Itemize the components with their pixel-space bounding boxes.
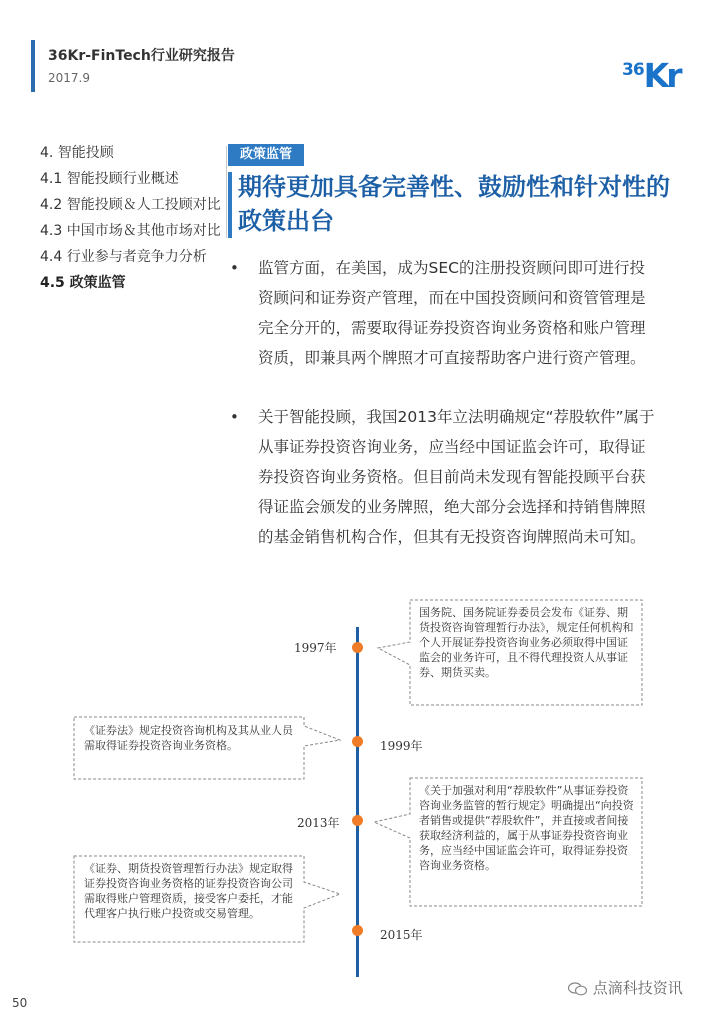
timeline-dot-2013 [352,815,363,826]
36kr-logo: 36Kr [622,56,680,95]
timeline-year-1999: 1999年 [380,739,423,753]
bullet-item [230,253,660,373]
table-of-contents [40,143,226,299]
callout-text-2015: 《证券、期货投资管理暂行办法》规定取得证券投资咨询业务资格的证券投资咨询公司需取得账户管理资质，接受客户委托，才能代理客户执行账户投资或交易管理。 [84,862,293,920]
timeline-year-2013: 2013年 [297,816,340,830]
timeline-dot-1999 [352,736,363,747]
wechat-icon [568,982,588,996]
report-title: 36Kr-FinTech行业研究报告 [48,48,235,64]
wechat-watermark [568,977,683,998]
bullet-item [230,402,660,552]
toc-item-4-2[interactable]: 4.2 智能投顾＆人工投顾对比 [40,197,221,213]
bullet-text: 关于智能投顾，我国2013年立法明确规定“荐股软件”属于从事证券投资咨询业务，应当经中国证监会许可，取得证券投资咨询业务资格。但目前尚未发现有智能投顾平台获得证监会颁发的业务牌照，绝大部分会选择和持销售牌照的基金销售机构合作，但其有无投资咨询牌照尚未可知。 [258,408,655,546]
header-accent-bar [31,40,35,92]
timeline-dot-1997 [352,642,363,653]
bullet-dot-icon: • [230,408,239,426]
page-heading: 期待更加具备完善性、鼓励性和针对性的政策出台 [238,173,670,235]
heading-accent-bar [228,172,232,238]
report-date: 2017.9 [48,71,90,85]
toc-divider [226,146,227,238]
toc-item-4[interactable]: 4. 智能投顾 [40,145,114,161]
callout-text-1997: 国务院、国务院证券委员会发布《证券、期货投资咨询管理暂行办法》，规定任何机构和个人开展证券投资咨询业务必须取得中国证监会的业务许可，且不得代理投资人从事证券、期货买卖。 [419,606,634,679]
toc-item-4-4[interactable]: 4.4 行业参与者竞争力分析 [40,249,207,265]
timeline-year-1997: 1997年 [294,641,337,655]
bullet-dot-icon: • [230,259,239,277]
timeline-year-2015: 2015年 [380,928,423,942]
bullet-text: 监管方面，在美国，成为SEC的注册投资顾问即可进行投资顾问和证券资产管理，而在中国投资顾问和资管管理是完全分开的，需要取得证券投资咨询业务资格和账户管理资质，即兼具两个牌照才可直接帮助客户进行资产管理。 [258,259,646,367]
toc-item-4-3[interactable]: 4.3 中国市场＆其他市场对比 [40,223,221,239]
toc-item-4-5-active[interactable]: 4.5 政策监管 [40,275,126,291]
watermark-text: 点滴科技资讯 [592,979,683,997]
callout-text-1999: 《证券法》规定投资咨询机构及其从业人员需取得证券投资咨询业务资格。 [84,724,293,752]
toc-item-4-1[interactable]: 4.1 智能投顾行业概述 [40,171,179,187]
callout-text-2013: 《关于加强对利用“荐股软件”从事证券投资咨询业务监管的暂行规定》明确提出“向投资者销售或提供“荐股软件”，并直接或者间接获取经济利益的，属于从事证券投资咨询业务，应当经中国证监会许可，取得证券投资咨询业务资格。 [419,784,634,872]
section-tag: 政策监管 [228,144,304,166]
page-number: 50 [12,996,28,1010]
timeline-dot-2015 [352,925,363,936]
